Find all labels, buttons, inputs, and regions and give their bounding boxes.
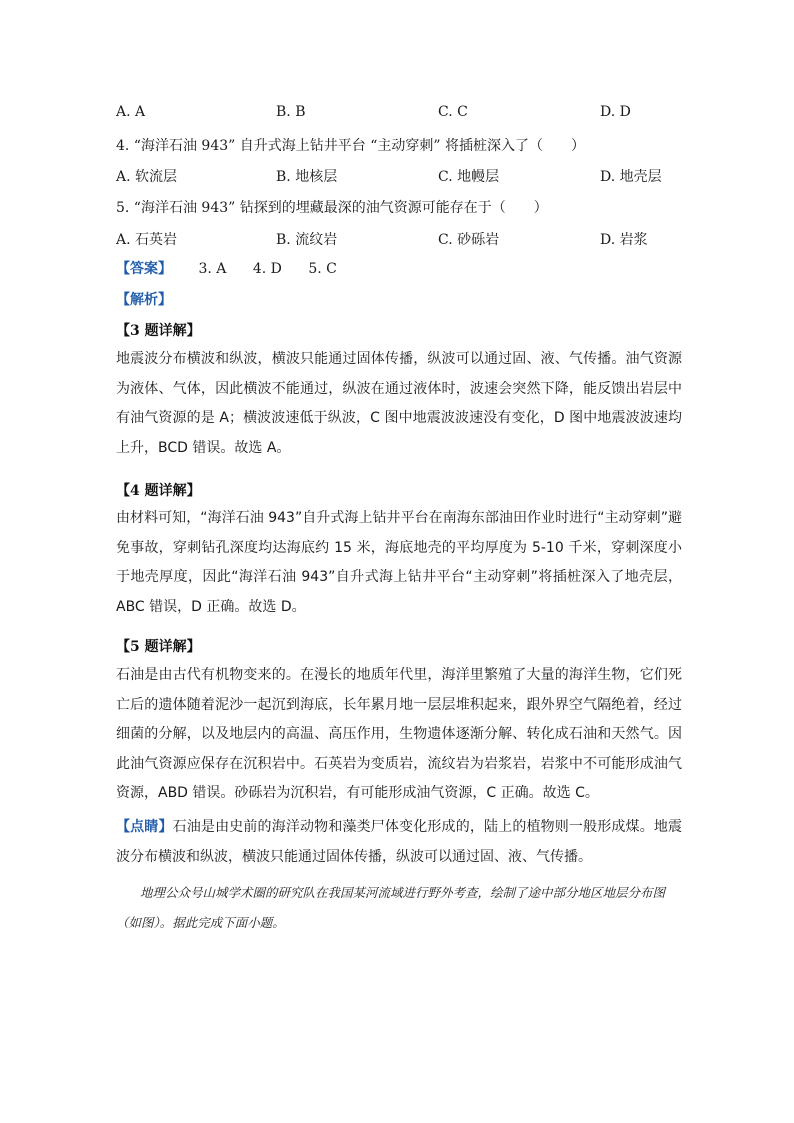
section-body-q4: 由材料可知，“海洋石油 943”自升式海上钻井平台在南海东部油田作业时进行“主动穿刺”避免事故，穿刺钻孔深度均达海底约 15 米，海底地壳的平均厚度为 5-10 千米，穿刺深度小于地壳厚度，因此“海洋石油 943”自升式海上钻井平台“主动穿刺”将插桩深入了地壳层，ABC 错误，D 正确。故选 D。 [116,510,682,615]
q5-option-a: A. 石英岩 [116,232,178,248]
note-paragraph [116,813,682,872]
section-heading-q4: 【4 题详解】 [116,483,201,499]
q3-option-d: D. D [600,104,631,120]
q4-option-c: C. 地幔层 [438,169,500,185]
q5-option-c: C. 砂砾岩 [438,232,500,248]
analysis-tag: 【解析】 [116,292,172,308]
answer-tag: 【答案】 [116,261,172,277]
q3-options [116,104,676,126]
q5-option-d: D. 岩浆 [600,232,648,248]
q5-stem: 5. “海洋石油 943” 钻探到的埋藏最深的油气资源可能存在于（ ） [116,200,548,216]
section-heading-q5: 【5 题详解】 [116,639,201,655]
answer-value: 5. C [308,261,337,277]
q4-option-b: B. 地核层 [276,169,338,185]
section-body-q3: 地震波分布横波和纵波，横波只能通过固体传播，纵波可以通过固、液、气传播。油气资源为液体、气体，因此横波不能通过，纵波在通过液体时，波速会突然下降，能反馈出岩层中有油气资源的是 A；横波波速低于纵波，C 图中地震波波速没有变化，D 图中地震波波速均上升，BCD 错误。故选 A。 [116,351,682,456]
note-body: 石油是由史前的海洋动物和藻类尸体变化形成的，陆上的植物则一般形成煤。地震波分布横波和纵波，横波只能通过固体传播，纵波可以通过固、液、气传播。 [116,819,683,865]
section-heading-q3: 【3 题详解】 [116,323,201,339]
q4-option-a: A. 软流层 [116,169,178,185]
q5-option-b: B. 流纹岩 [276,232,338,248]
q3-option-a: A. A [116,104,146,120]
answer-value: 4. D [252,261,282,277]
note-tag: 【点睛】 [116,819,173,835]
q3-option-b: B. B [276,104,306,120]
q4-stem: 4. “海洋石油 943” 自升式海上钻井平台 “主动穿刺” 将插桩深入了（ ） [116,138,585,154]
section-body-q5: 石油是由古代有机物变来的。在漫长的地质年代里，海洋里繁殖了大量的海洋生物，它们死亡后的遗体随着泥沙一起沉到海底，长年累月地一层层堆积起来，跟外界空气隔绝着，经过细菌的分解，以及地层内的高温、高压作用，生物遗体逐渐分解、转化成石油和天然气。因此油气资源应保存在沉积岩中。石英岩为变质岩，流纹岩为岩浆岩，岩浆中不可能形成油气资源，ABD 错误。砂砾岩为沉积岩，有可能形成油气资源，C 正确。故选 C。 [116,667,682,801]
q3-option-c: C. C [438,104,468,120]
answer-value: 3. A [198,261,227,277]
q4-options [116,166,676,188]
q4-option-d: D. 地壳层 [600,169,662,185]
answer-line [116,258,337,278]
q5-options [116,229,676,251]
next-question-intro: 地理公众号山城学术圈的研究队在我国某河流域进行野外考查，绘制了途中部分地区地层分布图（如图）。据此完成下面小题。 [116,885,666,930]
